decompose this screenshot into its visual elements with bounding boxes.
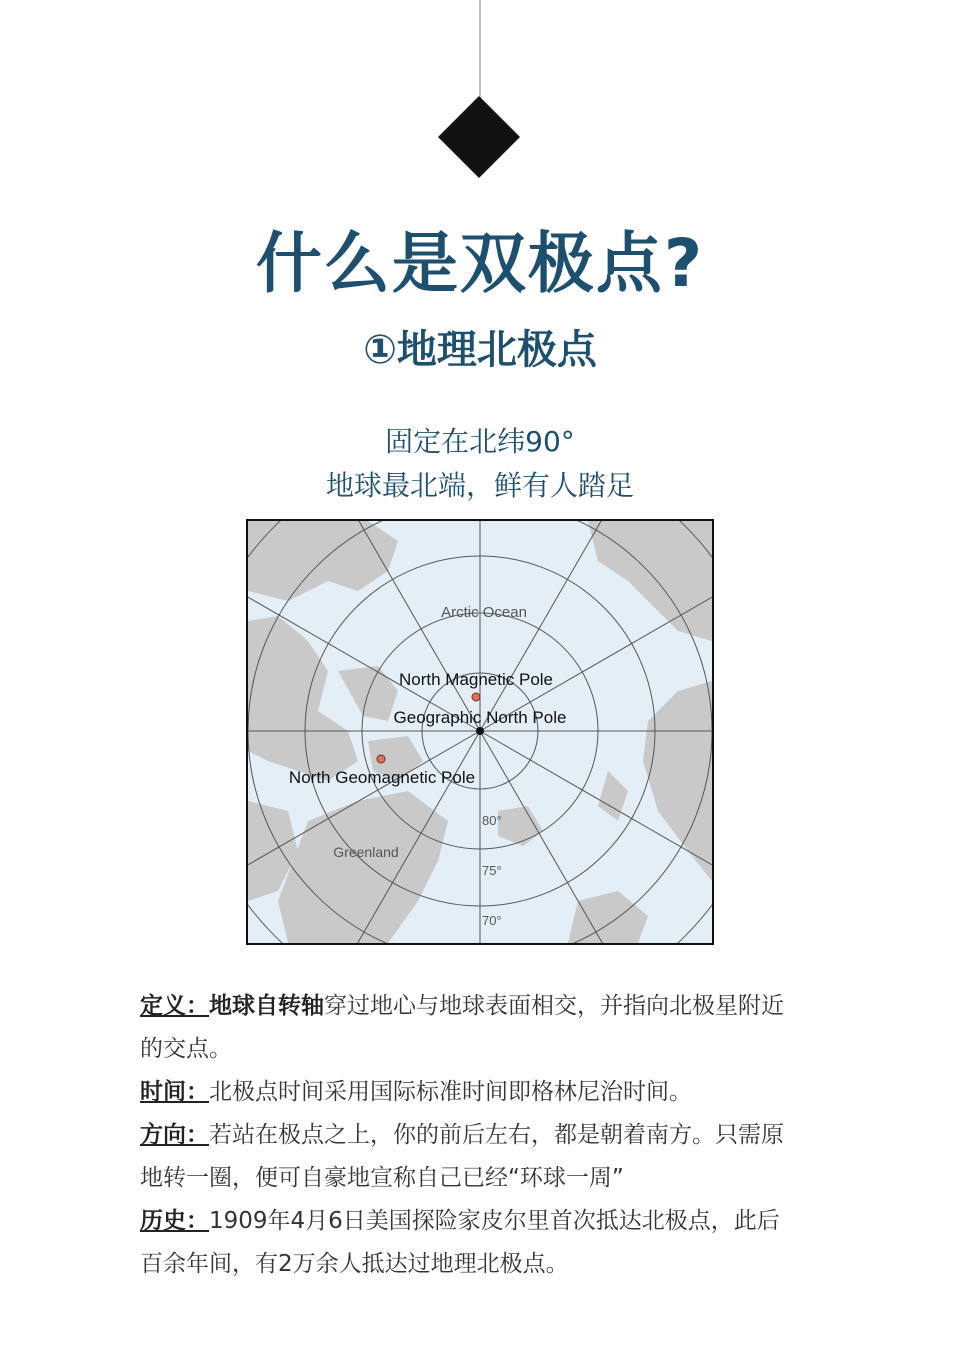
geographic-pole-marker [476,727,484,735]
definition-text-line-2: 的交点。 [140,1036,232,1062]
direction-paragraph [140,1114,830,1200]
time-label: 时间： [140,1079,209,1105]
diamond-ornament [438,96,520,178]
arctic-ocean-label: Arctic Ocean [441,604,527,621]
arctic-map [246,519,714,945]
definition-bold-phrase: 地球自转轴 [209,993,324,1019]
tagline [0,420,960,508]
time-text: 北极点时间采用国际标准时间即格林尼治时间。 [209,1079,692,1105]
time-paragraph [140,1071,830,1114]
definition-paragraph [140,985,830,1071]
definition-label: 定义： [140,993,209,1019]
geomagnetic-pole-label: North Geomagnetic Pole [288,768,476,787]
direction-label: 方向： [140,1122,209,1148]
section-subtitle: ①地理北极点 [363,327,597,373]
body-text [140,985,830,1286]
magnetic-pole-marker [472,693,480,701]
top-divider-line [479,0,481,110]
history-text-line-1: 1909年4月6日美国探险家皮尔里首次抵达北极点，此后 [209,1208,780,1234]
page-title: 什么是双极点? [255,225,705,302]
history-text-line-2: 百余年间，有2万余人抵达过地理北极点。 [140,1251,569,1277]
tagline-line-2: 地球最北端，鲜有人踏足 [325,469,634,502]
definition-text-line-1: 穿过地心与地球表面相交，并指向北极星附近 [324,993,784,1019]
geographic-pole-label: Geographic North Pole [393,708,567,727]
greenland-label: Greenland [333,844,399,860]
latitude-75-label: 75° [482,863,502,878]
tagline-line-1: 固定在北纬90° [385,425,575,458]
geomagnetic-pole-marker [377,755,385,763]
latitude-80-label: 80° [482,813,502,828]
latitude-70-label: 70° [482,913,502,928]
history-paragraph [140,1200,830,1286]
magnetic-pole-label: North Magnetic Pole [398,670,554,689]
direction-text-line-2: 地转一圈，便可自豪地宣称自己已经“环球一周” [140,1165,624,1191]
history-label: 历史： [140,1208,209,1234]
direction-text-line-1: 若站在极点之上，你的前后左右，都是朝着南方。只需原 [209,1122,784,1148]
